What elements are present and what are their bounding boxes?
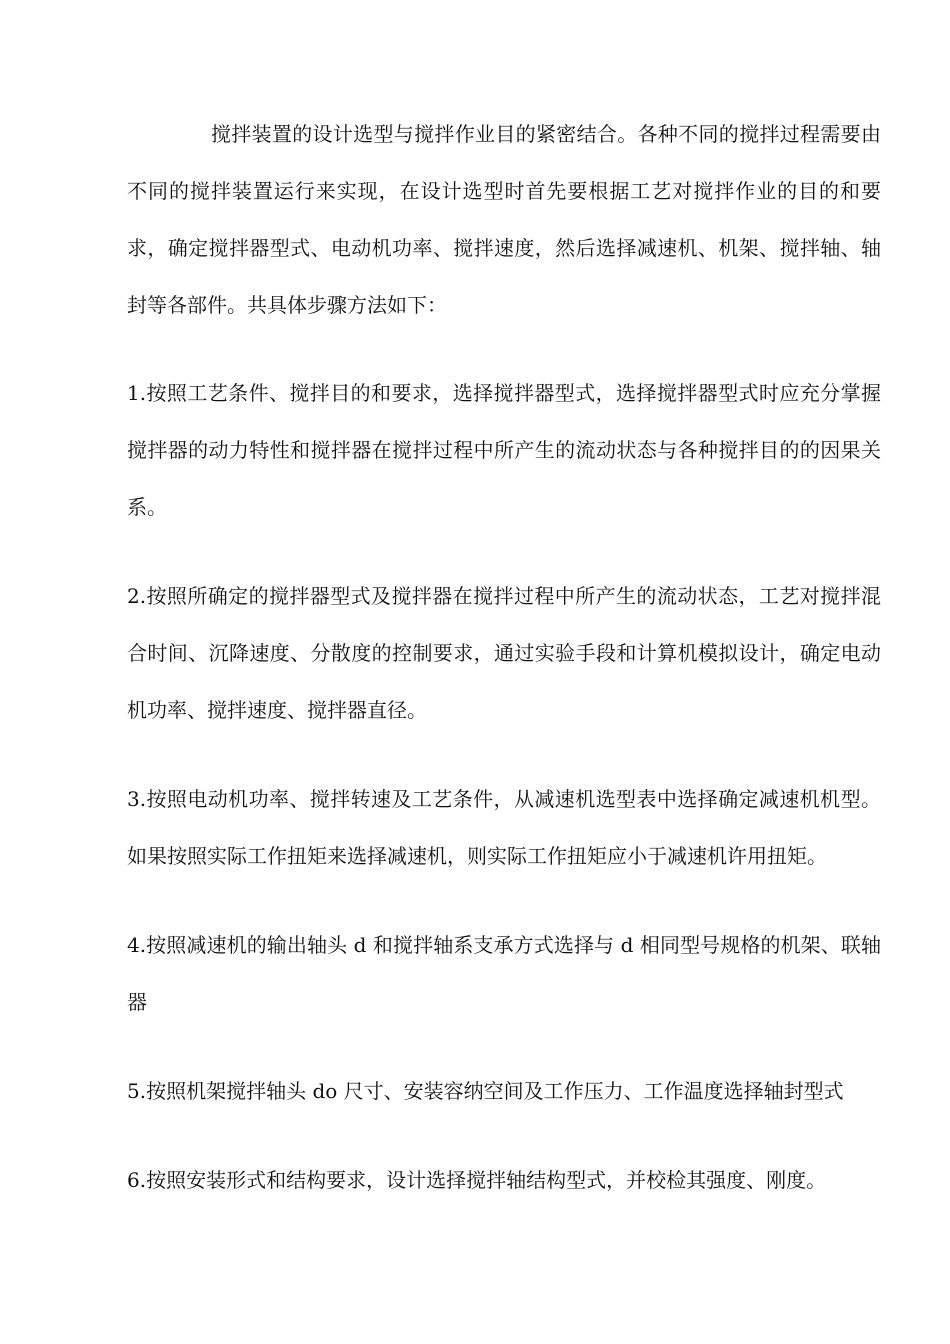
step-4-paragraph: 4.按照减速机的输出轴头 d 和搅拌轴系支承方式选择与 d 相同型号规格的机架、联轴器 [127,933,881,1014]
step-5-paragraph: 5.按照机架搅拌轴头 do 尺寸、安装容纳空间及工作压力、工作温度选择轴封型式 [127,1079,844,1103]
document-body [127,106,881,1241]
intro-paragraph: 搅拌装置的设计选型与搅拌作业目的紧密结合。各种不同的搅拌过程需要由不同的搅拌装置运行来实现，在设计选型时首先要根据工艺对搅拌作业的目的和要求，确定搅拌器型式、电动机功率、搅拌速度，然后选择减速机、机架、搅拌轴、轴封等各部件。共具体步骤方法如下： [127,122,881,317]
step-3-paragraph: 3.按照电动机功率、搅拌转速及工艺条件，从减速机选型表中选择确定减速机机型。如果按照实际工作扭矩来选择减速机，则实际工作扭矩应小于减速机许用扭矩。 [127,787,881,868]
step-2-paragraph: 2.按照所确定的搅拌器型式及搅拌器在搅拌过程中所产生的流动状态，工艺对搅拌混合时间、沉降速度、分散度的控制要求，通过实验手段和计算机模拟设计，确定电动机功率、搅拌速度、搅拌器直径。 [127,584,881,722]
step-6-paragraph: 6.按照安装形式和结构要求，设计选择搅拌轴结构型式，并校检其强度、刚度。 [127,1168,827,1192]
step-1-paragraph: 1.按照工艺条件、搅拌目的和要求，选择搅拌器型式，选择搅拌器型式时应充分掌握搅拌器的动力特性和搅拌器在搅拌过程中所产生的流动状态与各种搅拌目的的因果关系。 [127,381,881,519]
